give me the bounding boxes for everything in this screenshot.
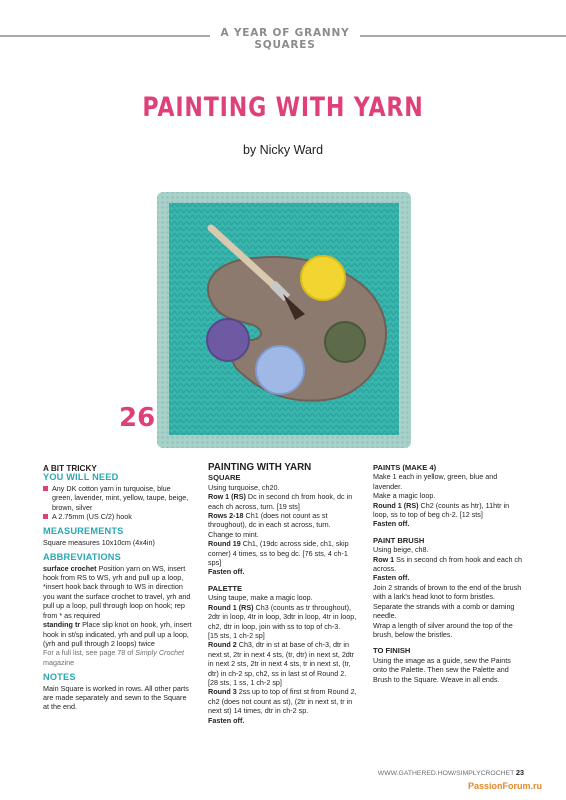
full-list-note bbox=[43, 648, 193, 667]
fasten-off: Fasten off. bbox=[373, 573, 410, 583]
abbreviation-definition: Position yarn on WS, insert hook from RS to WS, yrh and pull up a loop, *insert hook back through to WS in direction you want the surface crochet to travel, yrh and pull up a loop, pull through loop on hook; rep from * as required bbox=[43, 563, 191, 620]
measurements-text: Square measures 10x10cm (4x4in) bbox=[43, 537, 155, 547]
series-title: A YEAR OF GRANNY SQUARES bbox=[220, 27, 350, 51]
row-label: Round 1 (RS) bbox=[208, 602, 254, 612]
page-number: 23 bbox=[516, 768, 524, 777]
magazine-name: Simply Crochet bbox=[135, 648, 185, 658]
abbreviation-entry bbox=[43, 564, 193, 620]
abbreviation-term: surface crochet bbox=[43, 563, 97, 573]
palette-heading: PALETTE bbox=[208, 583, 243, 593]
fasten-off: Fasten off. bbox=[208, 715, 245, 725]
square-intro: Using turquoise, ch20. bbox=[208, 482, 280, 492]
row-text: 2ss up to top of first st from Round 2, ch2 (does not count as st), (2tr in next st, tr in next st) 14 times, dtr in ch-2 sp. bbox=[208, 687, 357, 716]
column-requirements bbox=[43, 463, 193, 712]
pattern-number: 26 bbox=[119, 403, 156, 433]
row-label: Round 2 bbox=[208, 640, 237, 650]
instruction-row bbox=[208, 640, 360, 678]
abbreviations-heading: ABBREVIATIONS bbox=[43, 552, 121, 563]
row-label: Round 3 bbox=[208, 687, 237, 697]
paints-intro: Make 1 each in yellow, green, blue and lavender. bbox=[373, 472, 498, 491]
abbreviation-term: standing tr bbox=[43, 620, 81, 630]
fasten-off: Fasten off. bbox=[208, 567, 245, 577]
brush-join: Join 2 strands of brown to the end of the brush with a lark's head knot to form bristles. Separate the strands with a comb or darning needle. bbox=[373, 582, 522, 621]
notes-heading: NOTES bbox=[43, 672, 76, 683]
instruction-row bbox=[208, 603, 360, 631]
abbreviation-definition: Place slip knot on hook, yrh, insert hook in st/sp indicated, yrh and pull up a loop, (yrh and pull through 2 loops) twice bbox=[43, 620, 192, 648]
brush-wrap: Wrap a length of silver around the top of the brush, below the bristles. bbox=[373, 620, 513, 639]
row-label: Row 1 (RS) bbox=[208, 492, 246, 502]
row-text: Ch2 (counts as htr), 11htr in loop, ss to top of beg ch-2. [12 sts] bbox=[373, 500, 510, 520]
row-label: Row 1 bbox=[373, 554, 395, 564]
pattern-heading: PAINTING WITH YARN bbox=[208, 462, 312, 473]
full-list-suffix: magazine bbox=[43, 657, 75, 667]
difficulty-level: A BIT TRICKY bbox=[43, 464, 97, 473]
row-text: Ch3, dtr in st at base of ch-3, dtr in next st, 2tr in next 4 sts, (tr, dtr) in next st, 2dtr in next 2 sts, 2tr in next 4 sts, tr in next st, (tr, dtr) in ch-2 sp, ch2, ss in last st of Round 2. bbox=[208, 640, 355, 678]
row-text: Ch3 (counts as tr throughout), 2dtr in loop, 4tr in loop, 3dtr in loop, 4tr in loop, ch2, dtr in loop, join with ss to top of ch-3. bbox=[208, 602, 357, 631]
brush-intro: Using beige, ch8. bbox=[373, 545, 429, 555]
colour-change: Change to mint. bbox=[208, 529, 259, 539]
instruction-row bbox=[208, 687, 360, 715]
paints-heading: PAINTS (MAKE 4) bbox=[373, 463, 437, 472]
you-will-need-heading: YOU WILL NEED bbox=[43, 472, 119, 483]
footer-url[interactable]: WWW.GATHERED.HOW/SIMPLYCROCHET bbox=[377, 770, 515, 777]
row-text: Dc in second ch from hook, dc in each ch across, turn. [19 sts] bbox=[208, 492, 353, 511]
instruction-row bbox=[208, 539, 360, 567]
row-label: Round 19 bbox=[208, 539, 241, 549]
finish-text: Using the image as a guide, sew the Paints onto the Palette. Then sew the Palette and Brush to the Square. Weave in all ends. bbox=[373, 655, 511, 684]
finish-heading: TO FINISH bbox=[373, 646, 411, 656]
square-heading: SQUARE bbox=[208, 473, 241, 483]
instruction-row bbox=[208, 492, 360, 511]
stitch-count: [28 sts, 1 ss, 1 ch-2 sp] bbox=[208, 677, 282, 687]
row-text: Ch1, (19dc across side, ch1, skip corner) 4 times, ss to beg dc. [76 sts, 4 ch-1 sps] bbox=[208, 539, 349, 568]
instruction-row bbox=[373, 555, 523, 574]
header-rule-left bbox=[0, 35, 210, 37]
column-pattern bbox=[208, 463, 360, 725]
palette-intro: Using taupe, make a magic loop. bbox=[208, 593, 313, 603]
materials-item: A 2.75mm (US C/2) hook bbox=[43, 512, 193, 521]
page-title: PAINTING WITH YARN bbox=[142, 92, 424, 123]
header-rule-right bbox=[360, 35, 566, 37]
green-paint bbox=[325, 322, 365, 362]
full-list-prefix: For a full list, see page 78 of bbox=[43, 648, 136, 658]
row-text: Ss in second ch from hook and each ch across. bbox=[373, 554, 523, 574]
series-header bbox=[0, 26, 566, 51]
blue-paint bbox=[256, 346, 304, 394]
paints-loop: Make a magic loop. bbox=[373, 491, 436, 501]
yellow-paint bbox=[301, 256, 345, 300]
page-footer bbox=[378, 768, 524, 777]
granny-square-photo bbox=[155, 190, 413, 450]
abbreviation-entry bbox=[43, 620, 193, 648]
brush-heading: PAINT BRUSH bbox=[373, 535, 425, 545]
instruction-row bbox=[373, 501, 523, 520]
row-label: Rows 2-18 bbox=[208, 511, 244, 521]
materials-item: Any DK cotton yarn in turquoise, blue green, lavender, mint, yellow, taupe, beige, brown, silver bbox=[43, 484, 193, 512]
column-finishing bbox=[373, 463, 523, 684]
row-text: Ch1 (does not count as st throughout), dc in each st across, turn. bbox=[208, 511, 331, 530]
row-label: Round 1 (RS) bbox=[373, 500, 419, 510]
byline: by Nicky Ward bbox=[242, 143, 324, 157]
notes-text: Main Square is worked in rows. All other parts are made separately and sewn to the Square at the end. bbox=[43, 683, 189, 712]
watermark: PassionForum.ru bbox=[468, 781, 543, 791]
stitch-count: [15 sts, 1 ch-2 sp] bbox=[208, 630, 265, 640]
fasten-off: Fasten off. bbox=[373, 519, 410, 529]
instruction-row bbox=[208, 511, 360, 530]
measurements-heading: MEASUREMENTS bbox=[43, 526, 124, 537]
lavender-paint bbox=[207, 319, 249, 361]
